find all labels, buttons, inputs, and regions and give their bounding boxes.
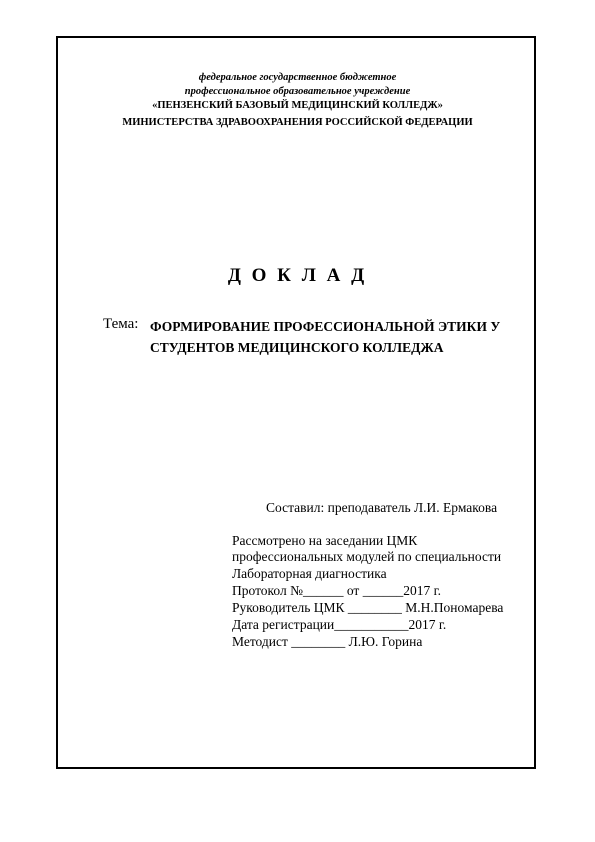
ministry-name: МИНИСТЕРСТВА ЗДРАВООХРАНЕНИЯ РОССИЙСКОЙ ФЕДЕРАЦИИ — [122, 117, 473, 128]
org-type-line-2: профессиональное образовательное учреждение — [184, 86, 411, 97]
registration-date-line: Дата регистрации___________2017 г. — [232, 617, 447, 632]
topic-line-2: СТУДЕНТОВ МЕДИЦИНСКОГО КОЛЛЕДЖА — [150, 340, 444, 355]
org-type-line: федеральное государственное бюджетное — [198, 72, 397, 83]
protocol-line: Протокол №______ от ______2017 г. — [232, 583, 441, 598]
specialty-line: Лабораторная диагностика — [232, 566, 387, 581]
methodist-line: Методист ________ Л.Ю. Горина — [232, 634, 423, 649]
college-name: «ПЕНЗЕНСКИЙ БАЗОВЫЙ МЕДИЦИНСКИЙ КОЛЛЕДЖ» — [152, 100, 443, 111]
commission-head-line: Руководитель ЦМК ________ М.Н.Пономарева — [232, 600, 504, 615]
page-border — [56, 36, 536, 769]
review-line-1: Рассмотрено на заседании ЦМК — [232, 533, 418, 548]
review-line-2: профессиональных модулей по специальности — [232, 549, 502, 564]
topic-text — [150, 316, 540, 358]
author-line: Составил: преподаватель Л.И. Ермакова — [266, 500, 498, 515]
document-title: Д О К Л А Д — [227, 265, 368, 286]
topic-label: Тема: — [103, 316, 139, 332]
topic-line-1: ФОРМИРОВАНИЕ ПРОФЕССИОНАЛЬНОЙ ЭТИКИ У — [150, 319, 501, 334]
